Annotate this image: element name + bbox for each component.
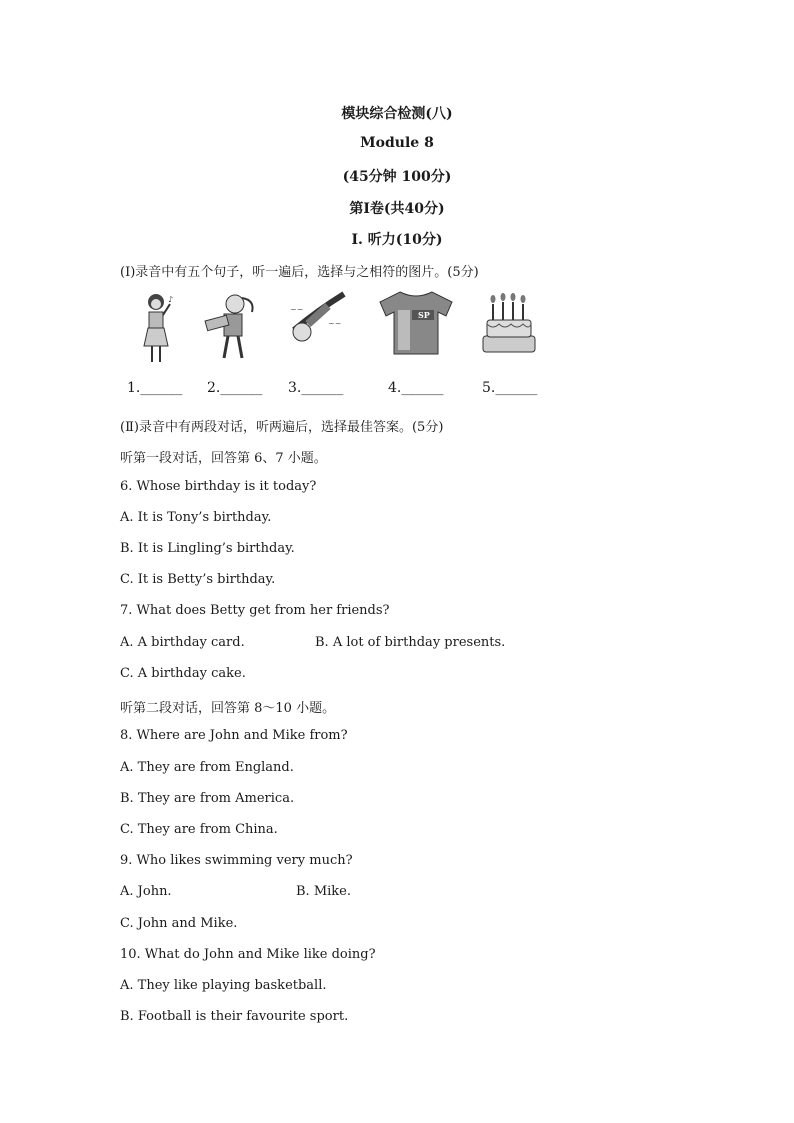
- blank-5: 5.______: [482, 380, 538, 396]
- section-label: Ⅰ. 听力(10分): [351, 232, 443, 248]
- question-7: 7. What does Betty get from her friends?: [120, 603, 390, 618]
- question-10: 10. What do John and Mike like doing?: [120, 947, 376, 962]
- q6-option-a: A. It is Tony’s birthday.: [120, 510, 272, 525]
- q10-option-b: B. Football is their favourite sport.: [120, 1009, 349, 1024]
- q8-option-a: A. They are from England.: [120, 760, 294, 775]
- module-label: Module 8: [360, 135, 434, 151]
- part1-instruction: (Ⅰ)录音中有五个句子，听一遍后，选择与之相符的图片。(5分): [120, 265, 479, 280]
- blank-4: 4.______: [388, 380, 444, 396]
- birthday-cake-picture: [473, 290, 545, 355]
- q10-option-a: A. They like playing basketball.: [120, 978, 327, 993]
- q8-option-c: C. They are from China.: [120, 822, 278, 837]
- blank-2: 2.______: [207, 380, 263, 396]
- q6-option-c: C. It is Betty’s birthday.: [120, 572, 276, 587]
- dialog2-intro: 听第二段对话，回答第 8～10 小题。: [120, 701, 336, 716]
- time-score: (45分钟 100分): [342, 169, 452, 185]
- svg-text:~~: ~~: [328, 319, 342, 328]
- svg-text:♪: ♪: [168, 295, 174, 304]
- question-9: 9. Who likes swimming very much?: [120, 853, 353, 868]
- q6-option-b: B. It is Lingling’s birthday.: [120, 541, 295, 556]
- page-title: 模块综合检测(八): [341, 106, 453, 122]
- volume-label: 第Ⅰ卷(共40分): [349, 201, 445, 217]
- q8-option-b: B. They are from America.: [120, 791, 295, 806]
- girl-reading-picture: [200, 290, 260, 365]
- q7-option-b: B. A lot of birthday presents.: [315, 635, 506, 650]
- question-6: 6. Whose birthday is it today?: [120, 479, 317, 494]
- q7-option-c: C. A birthday cake.: [120, 666, 246, 681]
- blank-1: 1.______: [127, 380, 183, 396]
- girl-singing-picture: [138, 290, 178, 365]
- svg-text:~~: ~~: [290, 305, 304, 314]
- dialog1-intro: 听第一段对话，回答第 6、7 小题。: [120, 451, 327, 466]
- t-shirt-text: SP: [418, 310, 430, 320]
- q7-option-a: A. A birthday card.: [120, 635, 245, 650]
- t-shirt-picture: [376, 290, 456, 355]
- q9-option-b: B. Mike.: [296, 884, 351, 899]
- question-8: 8. Where are John and Mike from?: [120, 728, 348, 743]
- blank-3: 3.______: [288, 380, 344, 396]
- q9-option-c: C. John and Mike.: [120, 916, 238, 931]
- part2-instruction: (Ⅱ)录音中有两段对话，听两遍后，选择最佳答案。(5分): [120, 420, 444, 435]
- q9-option-a: A. John.: [120, 884, 172, 899]
- boy-swimming-picture: [288, 290, 350, 355]
